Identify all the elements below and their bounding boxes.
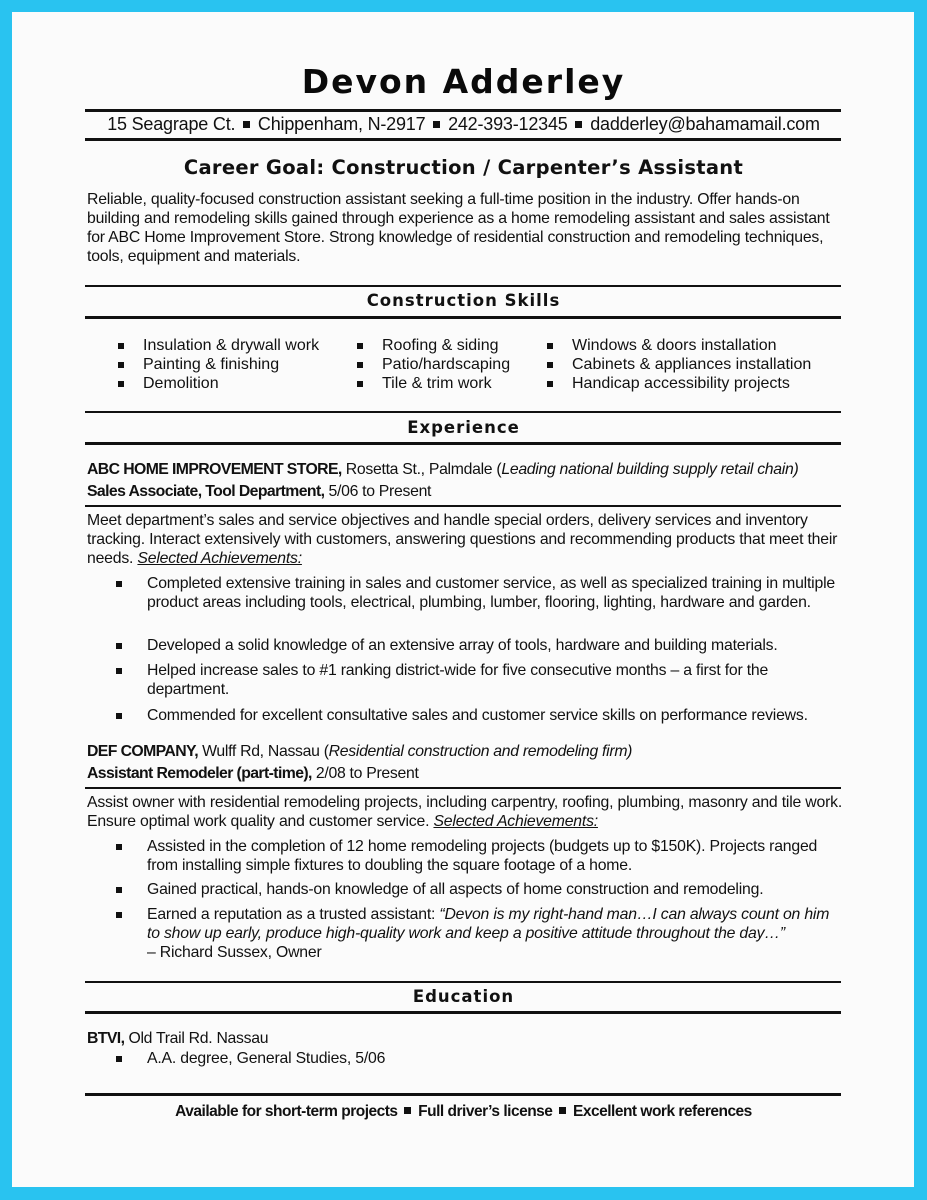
skills-column-2 bbox=[357, 336, 510, 393]
job-2-summary: Assist owner with residential remodeling projects, including carpentry, roofing, plumbing, masonry and tile work. Ensure optimal work quality and customer service. Selected Achievements: bbox=[87, 794, 843, 830]
bullet-square-icon bbox=[357, 381, 363, 387]
separator-square-icon bbox=[433, 121, 440, 128]
bullet-square-icon bbox=[118, 362, 124, 368]
header-rule-bottom bbox=[85, 138, 841, 141]
skill-item: Handicap accessibility projects bbox=[547, 374, 811, 393]
bullet-square-icon bbox=[547, 381, 553, 387]
achievement-item-quote: Earned a reputation as a trusted assistant: “Devon is my right-hand man…I can always count on him to show up early, produce high-quality work and keep a positive attitude throughout the day…” – Richard Sussex, Owner bbox=[116, 905, 846, 962]
skills-column-1 bbox=[118, 336, 319, 393]
achievement-item: Commended for excellent consultative sales and customer service skills on performance reviews. bbox=[116, 706, 846, 725]
contact-phone: 242-393-12345 bbox=[448, 114, 568, 134]
achievement-item: Developed a solid knowledge of an extensive array of tools, hardware and building materials. bbox=[116, 636, 846, 655]
job-2-company: DEF COMPANY, bbox=[87, 743, 198, 760]
bullet-square-icon bbox=[116, 643, 122, 649]
skill-item: Roofing & siding bbox=[357, 336, 510, 355]
skill-item: Tile & trim work bbox=[357, 374, 510, 393]
job-1-title-line bbox=[87, 483, 431, 501]
education-degree-item: A.A. degree, General Studies, 5/06 bbox=[116, 1049, 846, 1068]
bullet-square-icon bbox=[547, 362, 553, 368]
job-2-company-line bbox=[87, 743, 632, 761]
achievement-item: Helped increase sales to #1 ranking district-wide for five consecutive months – a first for the department. bbox=[116, 661, 846, 699]
bullet-square-icon bbox=[116, 887, 122, 893]
bullet-square-icon bbox=[116, 912, 122, 918]
bullet-square-icon bbox=[116, 668, 122, 674]
job-1-dates: 5/06 to Present bbox=[324, 483, 432, 500]
skills-column-3 bbox=[547, 336, 811, 393]
skill-item: Windows & doors installation bbox=[547, 336, 811, 355]
job-2-title-line bbox=[87, 765, 419, 783]
education-rule-bottom bbox=[85, 1011, 841, 1014]
candidate-name: Devon Adderley bbox=[301, 62, 626, 101]
achievement-item: Completed extensive training in sales and customer service, as well as specialized training in multiple product areas including tools, electrical, plumbing, lumber, flooring, lighting, hardware and garden. bbox=[116, 574, 846, 612]
education-school-line bbox=[87, 1030, 268, 1048]
education-heading: Education bbox=[412, 987, 515, 1006]
job-2-location: Wulff Rd, Nassau ( bbox=[198, 743, 329, 760]
separator-square-icon bbox=[404, 1107, 411, 1114]
skills-heading: Construction Skills bbox=[366, 291, 561, 310]
job-2-rule bbox=[85, 787, 841, 789]
footer-line: Available for short-term projects Full driver’s license Excellent work references bbox=[175, 1103, 752, 1120]
bullet-square-icon bbox=[116, 1056, 122, 1062]
skills-rule-top bbox=[85, 285, 841, 287]
separator-square-icon bbox=[243, 121, 250, 128]
bullet-square-icon bbox=[116, 581, 122, 587]
contact-email[interactable]: dadderley@bahamamail.com bbox=[590, 114, 820, 134]
selected-achievements-label: Selected Achievements: bbox=[433, 813, 598, 830]
separator-square-icon bbox=[575, 121, 582, 128]
achievement-item: Gained practical, hands-on knowledge of all aspects of home construction and remodeling. bbox=[116, 880, 846, 899]
job-1-company-line bbox=[87, 461, 798, 479]
job-1-summary: Meet department’s sales and service objectives and handle special orders, delivery services and inventory tracking. Interact extensively with customers, answering questions and recommending products that meet their needs. Selected Achievements: bbox=[87, 512, 838, 567]
education-school: BTVI, bbox=[87, 1030, 125, 1047]
selected-achievements-label: Selected Achievements: bbox=[137, 550, 302, 567]
separator-square-icon bbox=[559, 1107, 566, 1114]
bullet-square-icon bbox=[116, 713, 122, 719]
skill-item: Patio/hardscaping bbox=[357, 355, 510, 374]
bullet-square-icon bbox=[357, 362, 363, 368]
job-2-dates: 2/08 to Present bbox=[311, 765, 419, 782]
job-1-rule bbox=[85, 505, 841, 507]
contact-line bbox=[0, 114, 927, 135]
contact-city: Chippenham, N-2917 bbox=[257, 114, 426, 134]
bullet-square-icon bbox=[547, 343, 553, 349]
bullet-square-icon bbox=[118, 343, 124, 349]
bullet-square-icon bbox=[357, 343, 363, 349]
experience-rule-bottom bbox=[85, 442, 841, 445]
education-rule-top bbox=[85, 981, 841, 983]
job-1-description: Leading national building supply retail chain) bbox=[501, 461, 799, 478]
skill-item: Insulation & drywall work bbox=[118, 336, 319, 355]
skill-item: Painting & finishing bbox=[118, 355, 319, 374]
skills-rule-bottom bbox=[85, 316, 841, 319]
job-1-title: Sales Associate, Tool Department, bbox=[87, 483, 325, 500]
career-goal-title: Career Goal: Construction / Carpenter’s Assistant bbox=[183, 156, 744, 179]
job-1-location: Rosetta St., Palmdale ( bbox=[341, 461, 502, 478]
education-location: Old Trail Rd. Nassau bbox=[124, 1030, 269, 1047]
skill-item: Cabinets & appliances installation bbox=[547, 355, 811, 374]
bullet-square-icon bbox=[116, 844, 122, 850]
job-2-description: Residential construction and remodeling firm) bbox=[328, 743, 633, 760]
header-rule-top bbox=[85, 109, 841, 112]
contact-address: 15 Seagrape Ct. bbox=[107, 114, 236, 134]
bullet-square-icon bbox=[118, 381, 124, 387]
experience-heading: Experience bbox=[407, 418, 520, 437]
experience-rule-top bbox=[85, 411, 841, 413]
career-goal-summary: Reliable, quality-focused construction assistant seeking a full-time position in the industry. Offer hands-on building and remodeling skills gained through experience as a home remodeling assistant and sales assistant for ABC Home Improvement Store. Strong knowledge of residential construction and remodeling techniques, tools, equipment and materials. bbox=[87, 191, 830, 265]
job-1-company: ABC HOME IMPROVEMENT STORE, bbox=[87, 461, 342, 478]
testimonial-attribution: – Richard Sussex, Owner bbox=[147, 944, 322, 961]
job-2-title: Assistant Remodeler (part-time), bbox=[87, 765, 312, 782]
achievement-item: Assisted in the completion of 12 home remodeling projects (budgets up to $150K). Projects ranged from installing simple fixtures to doubling the square footage of a home. bbox=[116, 837, 846, 875]
footer-rule bbox=[85, 1093, 841, 1096]
testimonial-quote: “Devon is my right-hand man…I can always count on him to show up early, produce high-quality work and keep a positive attitude throughout the day…” bbox=[147, 906, 830, 942]
skill-item: Demolition bbox=[118, 374, 319, 393]
